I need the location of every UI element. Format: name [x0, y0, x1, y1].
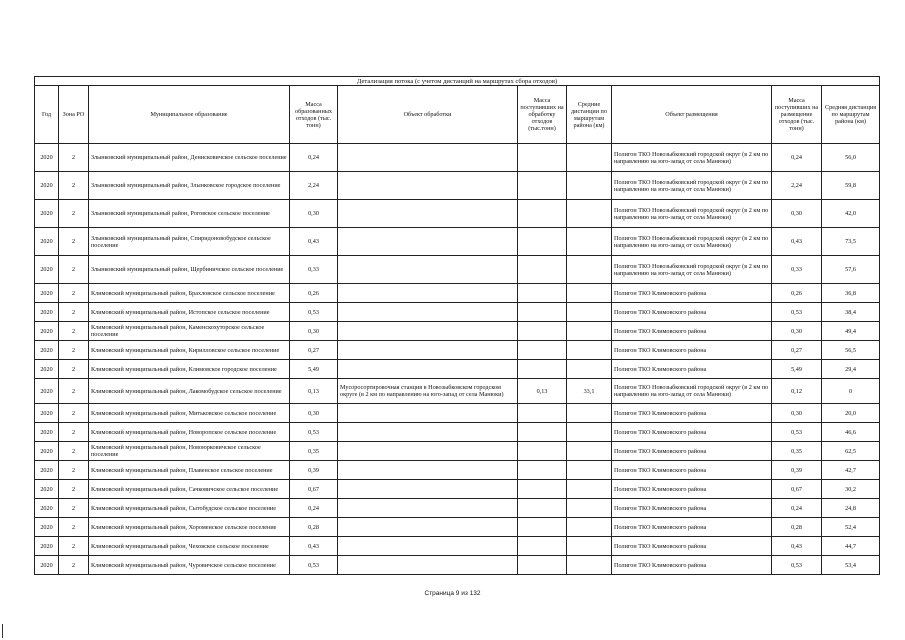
- cell-mass-generated: 0,13: [290, 379, 338, 404]
- cell-placement-object: Полигон ТКО Климовского района: [612, 423, 772, 442]
- cell-municipality: Климовский муниципальный район, Новоюрковичское сельское поселение: [89, 442, 290, 461]
- cell-placement-object: Полигон ТКО Климовского района: [612, 360, 772, 379]
- table-row: [35, 341, 880, 360]
- cell-avg-distance-2: 73,5: [822, 228, 880, 256]
- cell-avg-distance-1: [567, 228, 612, 256]
- cell-zone: 2: [59, 341, 89, 360]
- cell-avg-distance-2: 42,7: [822, 461, 880, 480]
- cell-mass-generated: 0,53: [290, 303, 338, 322]
- table-row: [35, 442, 880, 461]
- cell-processing-object: [338, 556, 518, 575]
- cell-year: 2020: [35, 423, 59, 442]
- cell-processing-object: [338, 518, 518, 537]
- cell-placement-object: Полигон ТКО Климовского района: [612, 461, 772, 480]
- cell-mass-generated: 0,67: [290, 480, 338, 499]
- cell-avg-distance-1: [567, 360, 612, 379]
- cell-mass-to-processing: [518, 284, 567, 303]
- cell-mass-to-placement: 0,24: [772, 499, 822, 518]
- cell-mass-to-placement: 0,39: [772, 461, 822, 480]
- cell-avg-distance-2: 24,8: [822, 499, 880, 518]
- cell-avg-distance-1: [567, 556, 612, 575]
- cell-mass-generated: 0,43: [290, 228, 338, 256]
- cell-year: 2020: [35, 256, 59, 284]
- header-mass-generated: Масса образованных отходов (тыс. тонн): [290, 86, 338, 144]
- cell-placement-object: Полигон ТКО Новозыбковский городской округ (в 2 км по направлению на юго-запад от села Манюки): [612, 200, 772, 228]
- cell-avg-distance-2: 36,8: [822, 284, 880, 303]
- cell-placement-object: Полигон ТКО Новозыбковский городской округ (в 2 км по направлению на юго-запад от села Манюки): [612, 379, 772, 404]
- cell-mass-to-placement: 0,28: [772, 518, 822, 537]
- header-processing-object: Объект обработки: [338, 86, 518, 144]
- header-mass-to-processing: Масса поступивших на обработку отходов (тыс.тонн): [518, 86, 567, 144]
- cell-year: 2020: [35, 499, 59, 518]
- cell-year: 2020: [35, 537, 59, 556]
- cell-mass-generated: 0,43: [290, 537, 338, 556]
- cell-mass-generated: 0,26: [290, 284, 338, 303]
- cell-processing-object: [338, 341, 518, 360]
- cell-processing-object: [338, 499, 518, 518]
- cell-mass-generated: 0,30: [290, 322, 338, 341]
- cell-mass-to-placement: 0,12: [772, 379, 822, 404]
- cell-avg-distance-2: 0: [822, 379, 880, 404]
- cell-zone: 2: [59, 322, 89, 341]
- cell-mass-to-processing: [518, 461, 567, 480]
- cell-processing-object: [338, 404, 518, 423]
- cell-zone: 2: [59, 499, 89, 518]
- waste-flow-table: [34, 76, 880, 575]
- cell-avg-distance-1: [567, 423, 612, 442]
- cell-mass-to-processing: [518, 480, 567, 499]
- cell-mass-generated: 0,27: [290, 341, 338, 360]
- cell-avg-distance-1: [567, 518, 612, 537]
- cell-municipality: Злынковский муниципальный район, Денисковичское сельское поселение: [89, 144, 290, 172]
- cell-mass-to-placement: 0,53: [772, 303, 822, 322]
- cell-placement-object: Полигон ТКО Климовского района: [612, 537, 772, 556]
- cell-mass-to-placement: 0,67: [772, 480, 822, 499]
- cell-mass-generated: 0,53: [290, 556, 338, 575]
- cell-municipality: Климовский муниципальный район, Сачковичское сельское поселение: [89, 480, 290, 499]
- cell-mass-generated: 0,35: [290, 442, 338, 461]
- cell-year: 2020: [35, 556, 59, 575]
- table-row: [35, 303, 880, 322]
- header-avg-distance-1: Средние дистанции по маршрутам района (км): [567, 86, 612, 144]
- cell-mass-generated: 0,28: [290, 518, 338, 537]
- cell-mass-to-placement: 0,43: [772, 228, 822, 256]
- cell-mass-to-processing: [518, 404, 567, 423]
- cell-mass-to-placement: 0,33: [772, 256, 822, 284]
- cell-avg-distance-1: [567, 537, 612, 556]
- cell-placement-object: Полигон ТКО Климовского района: [612, 404, 772, 423]
- cell-zone: 2: [59, 144, 89, 172]
- cell-placement-object: Полигон ТКО Климовского района: [612, 303, 772, 322]
- cell-avg-distance-1: [567, 256, 612, 284]
- cell-zone: 2: [59, 228, 89, 256]
- table-row: [35, 144, 880, 172]
- cell-mass-generated: 5,49: [290, 360, 338, 379]
- cell-zone: 2: [59, 442, 89, 461]
- cell-avg-distance-2: 57,6: [822, 256, 880, 284]
- header-mass-to-placement: Масса поступивших на размещение отходов (тыс. тонн): [772, 86, 822, 144]
- cell-processing-object: [338, 480, 518, 499]
- cell-processing-object: [338, 442, 518, 461]
- cell-processing-object: Мусоросортировочная станция в Новозыбковском городском округе (в 2 км по направлению на юго-запад от села Манюки): [338, 379, 518, 404]
- cell-avg-distance-1: [567, 480, 612, 499]
- cell-processing-object: [338, 322, 518, 341]
- cell-municipality: Климовский муниципальный район, Истопское сельское поселение: [89, 303, 290, 322]
- header-placement-object: Объект размещения: [612, 86, 772, 144]
- cell-mass-to-placement: 2,24: [772, 172, 822, 200]
- cell-mass-to-processing: 0,13: [518, 379, 567, 404]
- cell-year: 2020: [35, 228, 59, 256]
- cell-municipality: Климовский муниципальный район, Чеховское сельское поселение: [89, 537, 290, 556]
- cell-zone: 2: [59, 284, 89, 303]
- cell-processing-object: [338, 228, 518, 256]
- cell-municipality: Климовский муниципальный район, Сытобудское сельское поселение: [89, 499, 290, 518]
- cell-avg-distance-1: [567, 200, 612, 228]
- cell-mass-generated: 0,24: [290, 144, 338, 172]
- cell-mass-to-processing: [518, 256, 567, 284]
- cell-mass-to-processing: [518, 499, 567, 518]
- cell-mass-generated: 0,33: [290, 256, 338, 284]
- cell-mass-to-processing: [518, 144, 567, 172]
- cell-mass-to-placement: 0,53: [772, 556, 822, 575]
- table-row: [35, 556, 880, 575]
- header-year: Год: [35, 86, 59, 144]
- cell-zone: 2: [59, 256, 89, 284]
- cell-year: 2020: [35, 144, 59, 172]
- cell-mass-to-placement: 0,26: [772, 284, 822, 303]
- cell-zone: 2: [59, 537, 89, 556]
- cell-year: 2020: [35, 442, 59, 461]
- table-row: [35, 461, 880, 480]
- cell-avg-distance-2: 29,4: [822, 360, 880, 379]
- cell-year: 2020: [35, 360, 59, 379]
- cell-placement-object: Полигон ТКО Климовского района: [612, 322, 772, 341]
- header-zone: Зона РО: [59, 86, 89, 144]
- cell-avg-distance-1: [567, 442, 612, 461]
- cell-mass-generated: 0,53: [290, 423, 338, 442]
- cell-placement-object: Полигон ТКО Климовского района: [612, 480, 772, 499]
- cell-municipality: Злынковский муниципальный район, Злынковское городское поселение: [89, 172, 290, 200]
- table-caption: Детализация потока (с учетом дистанций на маршрутах сбора отходов): [35, 77, 880, 86]
- cell-year: 2020: [35, 379, 59, 404]
- table-row: [35, 172, 880, 200]
- cell-avg-distance-2: 38,4: [822, 303, 880, 322]
- cell-mass-to-processing: [518, 442, 567, 461]
- table-row: [35, 322, 880, 341]
- table-row: [35, 537, 880, 556]
- cell-avg-distance-2: 59,8: [822, 172, 880, 200]
- cell-avg-distance-1: [567, 284, 612, 303]
- cell-zone: 2: [59, 200, 89, 228]
- cell-avg-distance-1: [567, 461, 612, 480]
- cell-year: 2020: [35, 303, 59, 322]
- cell-placement-object: Полигон ТКО Новозыбковский городской округ (в 2 км по направлению на юго-запад от села Манюки): [612, 144, 772, 172]
- table-row: [35, 228, 880, 256]
- cell-placement-object: Полигон ТКО Новозыбковский городской округ (в 2 км по направлению на юго-запад от села Манюки): [612, 172, 772, 200]
- cell-municipality: Климовский муниципальный район, Кирилловское сельское поселение: [89, 341, 290, 360]
- cell-placement-object: Полигон ТКО Климовского района: [612, 442, 772, 461]
- cell-mass-to-placement: 0,30: [772, 322, 822, 341]
- cell-avg-distance-1: [567, 303, 612, 322]
- cell-placement-object: Полигон ТКО Климовского района: [612, 556, 772, 575]
- page-number: Страница 9 из 132: [424, 590, 481, 597]
- table-row: [35, 360, 880, 379]
- cell-mass-to-processing: [518, 518, 567, 537]
- cell-year: 2020: [35, 341, 59, 360]
- cell-zone: 2: [59, 461, 89, 480]
- table-row: [35, 284, 880, 303]
- cell-avg-distance-2: 30,2: [822, 480, 880, 499]
- cell-mass-to-placement: 0,43: [772, 537, 822, 556]
- cell-zone: 2: [59, 379, 89, 404]
- cell-mass-to-processing: [518, 228, 567, 256]
- cell-zone: 2: [59, 423, 89, 442]
- cell-municipality: Климовский муниципальный район, Митьковское сельское поселение: [89, 404, 290, 423]
- cell-processing-object: [338, 172, 518, 200]
- cell-processing-object: [338, 256, 518, 284]
- cell-placement-object: Полигон ТКО Новозыбковский городской округ (в 2 км по направлению на юго-запад от села Манюки): [612, 228, 772, 256]
- cell-processing-object: [338, 200, 518, 228]
- table-row: [35, 379, 880, 404]
- cell-municipality: Климовский муниципальный район, Чуровичское сельское поселение: [89, 556, 290, 575]
- table-row: [35, 518, 880, 537]
- cell-avg-distance-1: [567, 499, 612, 518]
- cell-mass-to-processing: [518, 303, 567, 322]
- cell-municipality: Климовский муниципальный район, Климовское городское поселение: [89, 360, 290, 379]
- cell-placement-object: Полигон ТКО Климовского района: [612, 341, 772, 360]
- cell-avg-distance-1: 33,1: [567, 379, 612, 404]
- header-municipality: Муниципальное образование: [89, 86, 290, 144]
- cell-avg-distance-1: [567, 404, 612, 423]
- cell-year: 2020: [35, 461, 59, 480]
- cell-municipality: Климовский муниципальный район, Новоропское сельское поселение: [89, 423, 290, 442]
- cell-mass-to-processing: [518, 200, 567, 228]
- cell-mass-to-placement: 0,53: [772, 423, 822, 442]
- cell-municipality: Климовский муниципальный район, Хороменское сельское поселение: [89, 518, 290, 537]
- cell-mass-to-processing: [518, 556, 567, 575]
- document-sheet: [34, 76, 879, 575]
- cell-year: 2020: [35, 480, 59, 499]
- cell-year: 2020: [35, 518, 59, 537]
- cell-municipality: Злынковский муниципальный район, Спиридоновобудское сельское поселение: [89, 228, 290, 256]
- cell-year: 2020: [35, 322, 59, 341]
- cell-mass-generated: 0,39: [290, 461, 338, 480]
- cell-avg-distance-2: 62,5: [822, 442, 880, 461]
- cell-mass-to-placement: 0,30: [772, 404, 822, 423]
- cell-municipality: Климовский муниципальный район, Брахловское сельское поселение: [89, 284, 290, 303]
- table-row: [35, 256, 880, 284]
- cell-year: 2020: [35, 284, 59, 303]
- cell-zone: 2: [59, 480, 89, 499]
- cell-year: 2020: [35, 200, 59, 228]
- cell-avg-distance-1: [567, 172, 612, 200]
- cell-mass-to-placement: 5,49: [772, 360, 822, 379]
- table-row: [35, 499, 880, 518]
- cell-municipality: Климовский муниципальный район, Каменскохуторское сельское поселение: [89, 322, 290, 341]
- cell-avg-distance-2: 53,4: [822, 556, 880, 575]
- cell-avg-distance-2: 46,6: [822, 423, 880, 442]
- cell-year: 2020: [35, 404, 59, 423]
- cell-avg-distance-2: 52,4: [822, 518, 880, 537]
- cell-avg-distance-2: 42,0: [822, 200, 880, 228]
- cell-zone: 2: [59, 172, 89, 200]
- cell-avg-distance-2: 56,5: [822, 341, 880, 360]
- cell-processing-object: [338, 461, 518, 480]
- cell-mass-to-processing: [518, 322, 567, 341]
- table-row: [35, 423, 880, 442]
- cell-placement-object: Полигон ТКО Климовского района: [612, 518, 772, 537]
- scan-edge-mark: [2, 624, 3, 638]
- cell-municipality: Климовский муниципальный район, Лакомобудское сельское поселение: [89, 379, 290, 404]
- cell-processing-object: [338, 360, 518, 379]
- cell-processing-object: [338, 284, 518, 303]
- cell-mass-to-processing: [518, 537, 567, 556]
- cell-avg-distance-2: 49,4: [822, 322, 880, 341]
- cell-placement-object: Полигон ТКО Новозыбковский городской округ (в 2 км по направлению на юго-запад от села Манюки): [612, 256, 772, 284]
- cell-municipality: Злынковский муниципальный район, Роговское сельское поселение: [89, 200, 290, 228]
- header-avg-distance-2: Средняя дистанция по маршрутам района (км): [822, 86, 880, 144]
- cell-municipality: Злынковский муниципальный район, Щербиничское сельское поселение: [89, 256, 290, 284]
- cell-avg-distance-1: [567, 322, 612, 341]
- cell-municipality: Климовский муниципальный район, Плавенское сельское поселение: [89, 461, 290, 480]
- cell-placement-object: Полигон ТКО Климовского района: [612, 284, 772, 303]
- cell-mass-to-placement: 0,27: [772, 341, 822, 360]
- cell-year: 2020: [35, 172, 59, 200]
- cell-placement-object: Полигон ТКО Климовского района: [612, 499, 772, 518]
- table-row: [35, 404, 880, 423]
- cell-mass-generated: 0,30: [290, 200, 338, 228]
- cell-processing-object: [338, 144, 518, 172]
- cell-avg-distance-2: 56,0: [822, 144, 880, 172]
- cell-zone: 2: [59, 556, 89, 575]
- table-row: [35, 480, 880, 499]
- table-row: [35, 200, 880, 228]
- cell-mass-to-processing: [518, 341, 567, 360]
- cell-zone: 2: [59, 518, 89, 537]
- cell-mass-to-processing: [518, 172, 567, 200]
- cell-avg-distance-2: 44,7: [822, 537, 880, 556]
- cell-processing-object: [338, 423, 518, 442]
- cell-processing-object: [338, 303, 518, 322]
- cell-processing-object: [338, 537, 518, 556]
- cell-mass-to-placement: 0,35: [772, 442, 822, 461]
- cell-avg-distance-1: [567, 144, 612, 172]
- cell-zone: 2: [59, 360, 89, 379]
- cell-mass-to-processing: [518, 423, 567, 442]
- cell-mass-to-placement: 0,30: [772, 200, 822, 228]
- cell-mass-generated: 0,30: [290, 404, 338, 423]
- cell-avg-distance-1: [567, 341, 612, 360]
- cell-mass-to-placement: 0,24: [772, 144, 822, 172]
- cell-mass-generated: 0,24: [290, 499, 338, 518]
- cell-avg-distance-2: 20,0: [822, 404, 880, 423]
- table-body: [35, 144, 880, 575]
- cell-zone: 2: [59, 303, 89, 322]
- cell-mass-to-processing: [518, 360, 567, 379]
- cell-mass-generated: 2,24: [290, 172, 338, 200]
- cell-zone: 2: [59, 404, 89, 423]
